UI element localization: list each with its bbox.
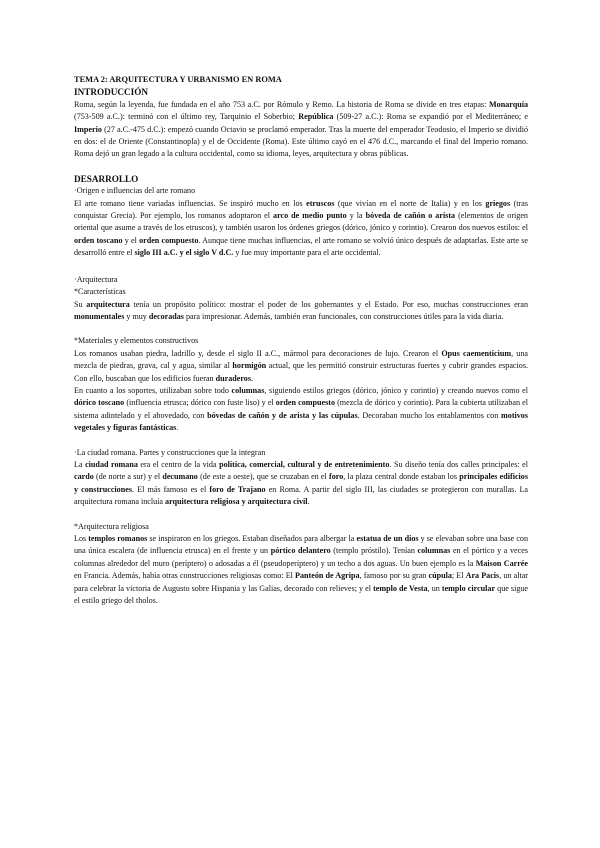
text-run: . Aunque tiene muchas influencias, el arte romano se volvió único después de adaptarlas. Este arte se desarrolló entre el xyxy=(74,235,528,258)
text-run: (que vivían en el norte de Italia) y en los xyxy=(334,198,486,208)
desarrollo-heading: DESARROLLO xyxy=(74,173,139,184)
bold-run: columnas xyxy=(417,546,451,556)
text-run: (27 a.C.-475 d.C.): empezó cuando Octavio se proclamó emperador. Tras la muerte del emperador Teodosio, el Imperio se dividió en dos: el de Oriente (Constantinopla) y el de Occidente (Roma). Este último cayó en el 476 d.C., marcando el final del Imperio romano. Roma dejó un gran legado a la cultura occidental, como su idioma, leyes, arquitectura y obras públicas. xyxy=(74,124,528,159)
text-run: (de este a oeste), que se cruzaban en el xyxy=(197,472,329,482)
bold-run: política, comercial, cultural y de entretenimiento xyxy=(219,459,390,469)
religiosa-heading: *Arquitectura religiosa xyxy=(74,521,149,531)
text-run: , una mezcla de piedras, grava, cal y agua, similar al xyxy=(74,348,528,371)
text-run: El arte romano tiene variadas influencias. Se inspiró mucho en los xyxy=(74,198,307,208)
text-run: y el xyxy=(122,235,140,245)
text-run: . Decoraban mucho los entablamentos con xyxy=(357,410,502,420)
text-run: , siguiendo estilos griegos (dórico, jónico y corintio) y creando nuevos como el xyxy=(264,385,529,395)
text-run: se inspiraron en los griegos. Estaban diseñados para albergar la xyxy=(147,534,357,543)
bold-run: Imperio xyxy=(74,124,102,134)
bold-run: Panteón de Agripa xyxy=(295,571,360,581)
arquitectura-heading: ·Arquitectura xyxy=(74,274,118,284)
text-run: (templo próstilo). Tenían xyxy=(330,546,418,556)
text-run: (elementos de origen oriental que asume a través de los etruscos), y también usaron los órdenes griegos (dórico, jónico y corintio). Crearon dos nuevos estilos: el xyxy=(74,211,528,233)
bold-run: cúpula xyxy=(428,571,452,581)
text-run: En cuanto a los soportes, utilizaban sobre todo xyxy=(74,385,232,395)
bold-run: Ara Pacis xyxy=(465,571,500,581)
text-run: . xyxy=(176,423,179,433)
bold-run: etruscos xyxy=(306,198,335,208)
bold-run: foro de Trajano xyxy=(209,484,266,494)
bold-run: pórtico delantero xyxy=(270,546,331,556)
text-run: y muy xyxy=(124,311,149,321)
text-run: era el centro de la vida xyxy=(137,459,220,469)
bold-run: orden toscano xyxy=(74,235,123,245)
bold-run: bóveda de cañón o arista xyxy=(365,211,456,221)
ciudad-heading: ·La ciudad romana. Partes y construcciones que la integran xyxy=(74,447,266,457)
bold-run: cardo xyxy=(74,472,94,482)
text-run: , la plaza central donde estaban los xyxy=(343,472,460,482)
bold-run: arquitectura religiosa y arquitectura civil xyxy=(165,497,308,507)
text-run: Los xyxy=(74,534,89,543)
bold-run: motivos vegetales y figuras fantásticas xyxy=(74,410,529,433)
text-run: , un xyxy=(427,583,442,593)
text-run: Su xyxy=(74,299,87,309)
bold-run: orden compuesto xyxy=(139,235,199,245)
document-title: TEMA 2: ARQUITECTURA Y URBANISMO EN ROMA xyxy=(74,75,282,84)
bold-run: estatua de un dios xyxy=(356,534,419,543)
text-run: actual, que les permitió construir estructuras fuertes y cubrir grandes espacios. Con ello, buscaban que los edificios fueran xyxy=(74,361,528,383)
text-run: (tras conquistar Grecia). Por ejemplo, los romanos adoptaron el xyxy=(74,198,528,221)
religiosa-paragraph xyxy=(74,533,528,607)
bold-run: templos romanos xyxy=(88,534,148,543)
text-run: (509-27 a.C.): Roma se expandió por el Mediterráneo; e xyxy=(333,112,528,122)
bold-run: hormigón xyxy=(232,361,267,371)
text-run: en Roma. A partir del siglo III, las ciudades se protegieron con murallas. La arquitectura romana incluía xyxy=(74,484,529,507)
bold-run: orden compuesto xyxy=(275,398,335,408)
text-run: ; El xyxy=(451,571,466,581)
intro-paragraph xyxy=(74,99,528,161)
bold-run: templo de Vesta xyxy=(373,583,428,593)
document-page xyxy=(74,74,528,607)
text-run: (influencia etrusca; dórico con fuste liso) y el xyxy=(124,398,276,408)
bold-run: dórico toscano xyxy=(74,398,125,408)
bold-run: Opus caementicium xyxy=(441,348,512,358)
materiales-heading: *Materiales y elementos constructivos xyxy=(74,336,199,346)
caracteristicas-heading: *Características xyxy=(74,287,126,297)
text-run: (de norte a sur) y el xyxy=(93,472,163,482)
bold-run: monumentales xyxy=(74,311,125,321)
text-run: . Su diseño tenía dos calles principales: el xyxy=(389,459,528,469)
text-run: y la xyxy=(346,211,366,221)
text-run: y se elevaban sobre una base con una única escalera (de influencia etrusca) en el frente y un xyxy=(74,534,529,556)
bold-run: columnas xyxy=(231,385,265,395)
bold-run: duraderos xyxy=(215,373,251,383)
materiales-paragraph-2 xyxy=(74,385,528,435)
text-run: La xyxy=(74,459,86,469)
bold-run: decumano xyxy=(162,472,198,482)
bold-run: decoradas xyxy=(148,311,184,321)
materiales-paragraph-1 xyxy=(74,348,528,385)
text-run: Los romanos usaban piedra, ladrillo y, desde el siglo II a.C., mármol para decoraciones de lujo. Crearon el xyxy=(74,348,442,358)
bold-run: arquitectura xyxy=(86,299,130,309)
text-run: . xyxy=(251,373,254,383)
bold-run: Monarquía xyxy=(489,99,528,109)
text-run: en Francia. Además, había otras construcciones religiosas como: El xyxy=(74,571,296,581)
text-run: . xyxy=(307,497,310,507)
text-run: (mezcla de dórico y corintio). Para la cubierta utilizaban el sistema adintelado y el abovedado, con xyxy=(74,398,528,420)
text-run: (753-509 a.C.): terminó con el último rey, Tarquinio el Soberbio; xyxy=(74,112,299,122)
text-run: . El más famoso es el xyxy=(131,484,210,494)
bold-run: siglo III a.C. y el siglo V d.C. xyxy=(134,248,234,258)
bold-run: ciudad romana xyxy=(85,459,138,469)
bold-run: principales edificios y construcciones xyxy=(74,472,528,494)
caracteristicas-paragraph xyxy=(74,299,528,324)
text-run: en el pórtico y a veces columnas alrededor del muro (períptero) o adosadas a él (pseudoperíptero) y un techo a dos aguas. Un buen ejemplo es la xyxy=(74,546,528,568)
bold-run: Maison Carrée xyxy=(475,558,528,568)
text-run: y fue muy importante para el arte occidental. xyxy=(233,248,381,258)
bold-run: arco de medio punto xyxy=(273,211,347,221)
text-run: , un altar para celebrar la victoria de Augusto sobre Hispania y las Galias, decorado con relieves; y el xyxy=(74,571,528,593)
text-run: tenía un propósito político: mostrar el poder de los gobernantes y el Estado. Por eso, muchas construcciones eran xyxy=(129,299,528,309)
text-run: que sigue el estilo griego del tholos. xyxy=(74,583,529,606)
bold-run: República xyxy=(298,112,334,122)
origen-heading: ·Origen e influencias del arte romano xyxy=(74,186,196,196)
intro-heading: INTRODUCCIÓN xyxy=(74,87,149,98)
text-run: , famoso por su gran xyxy=(359,571,429,581)
text-run: Roma, según la leyenda, fue fundada en el año 753 a.C. por Rómulo y Remo. La historia de Roma se divide en tres etapas: xyxy=(74,99,490,109)
origen-paragraph xyxy=(74,198,528,260)
bold-run: griegos xyxy=(485,198,511,208)
bold-run: bóvedas de cañón y de arista y las cúpulas xyxy=(207,410,358,420)
ciudad-paragraph xyxy=(74,459,528,509)
bold-run: templo circular xyxy=(441,583,496,593)
bold-run: foro xyxy=(329,472,344,482)
text-run: para impresionar. Además, también eran funcionales, con construcciones útiles para la vida diaria. xyxy=(183,311,504,321)
